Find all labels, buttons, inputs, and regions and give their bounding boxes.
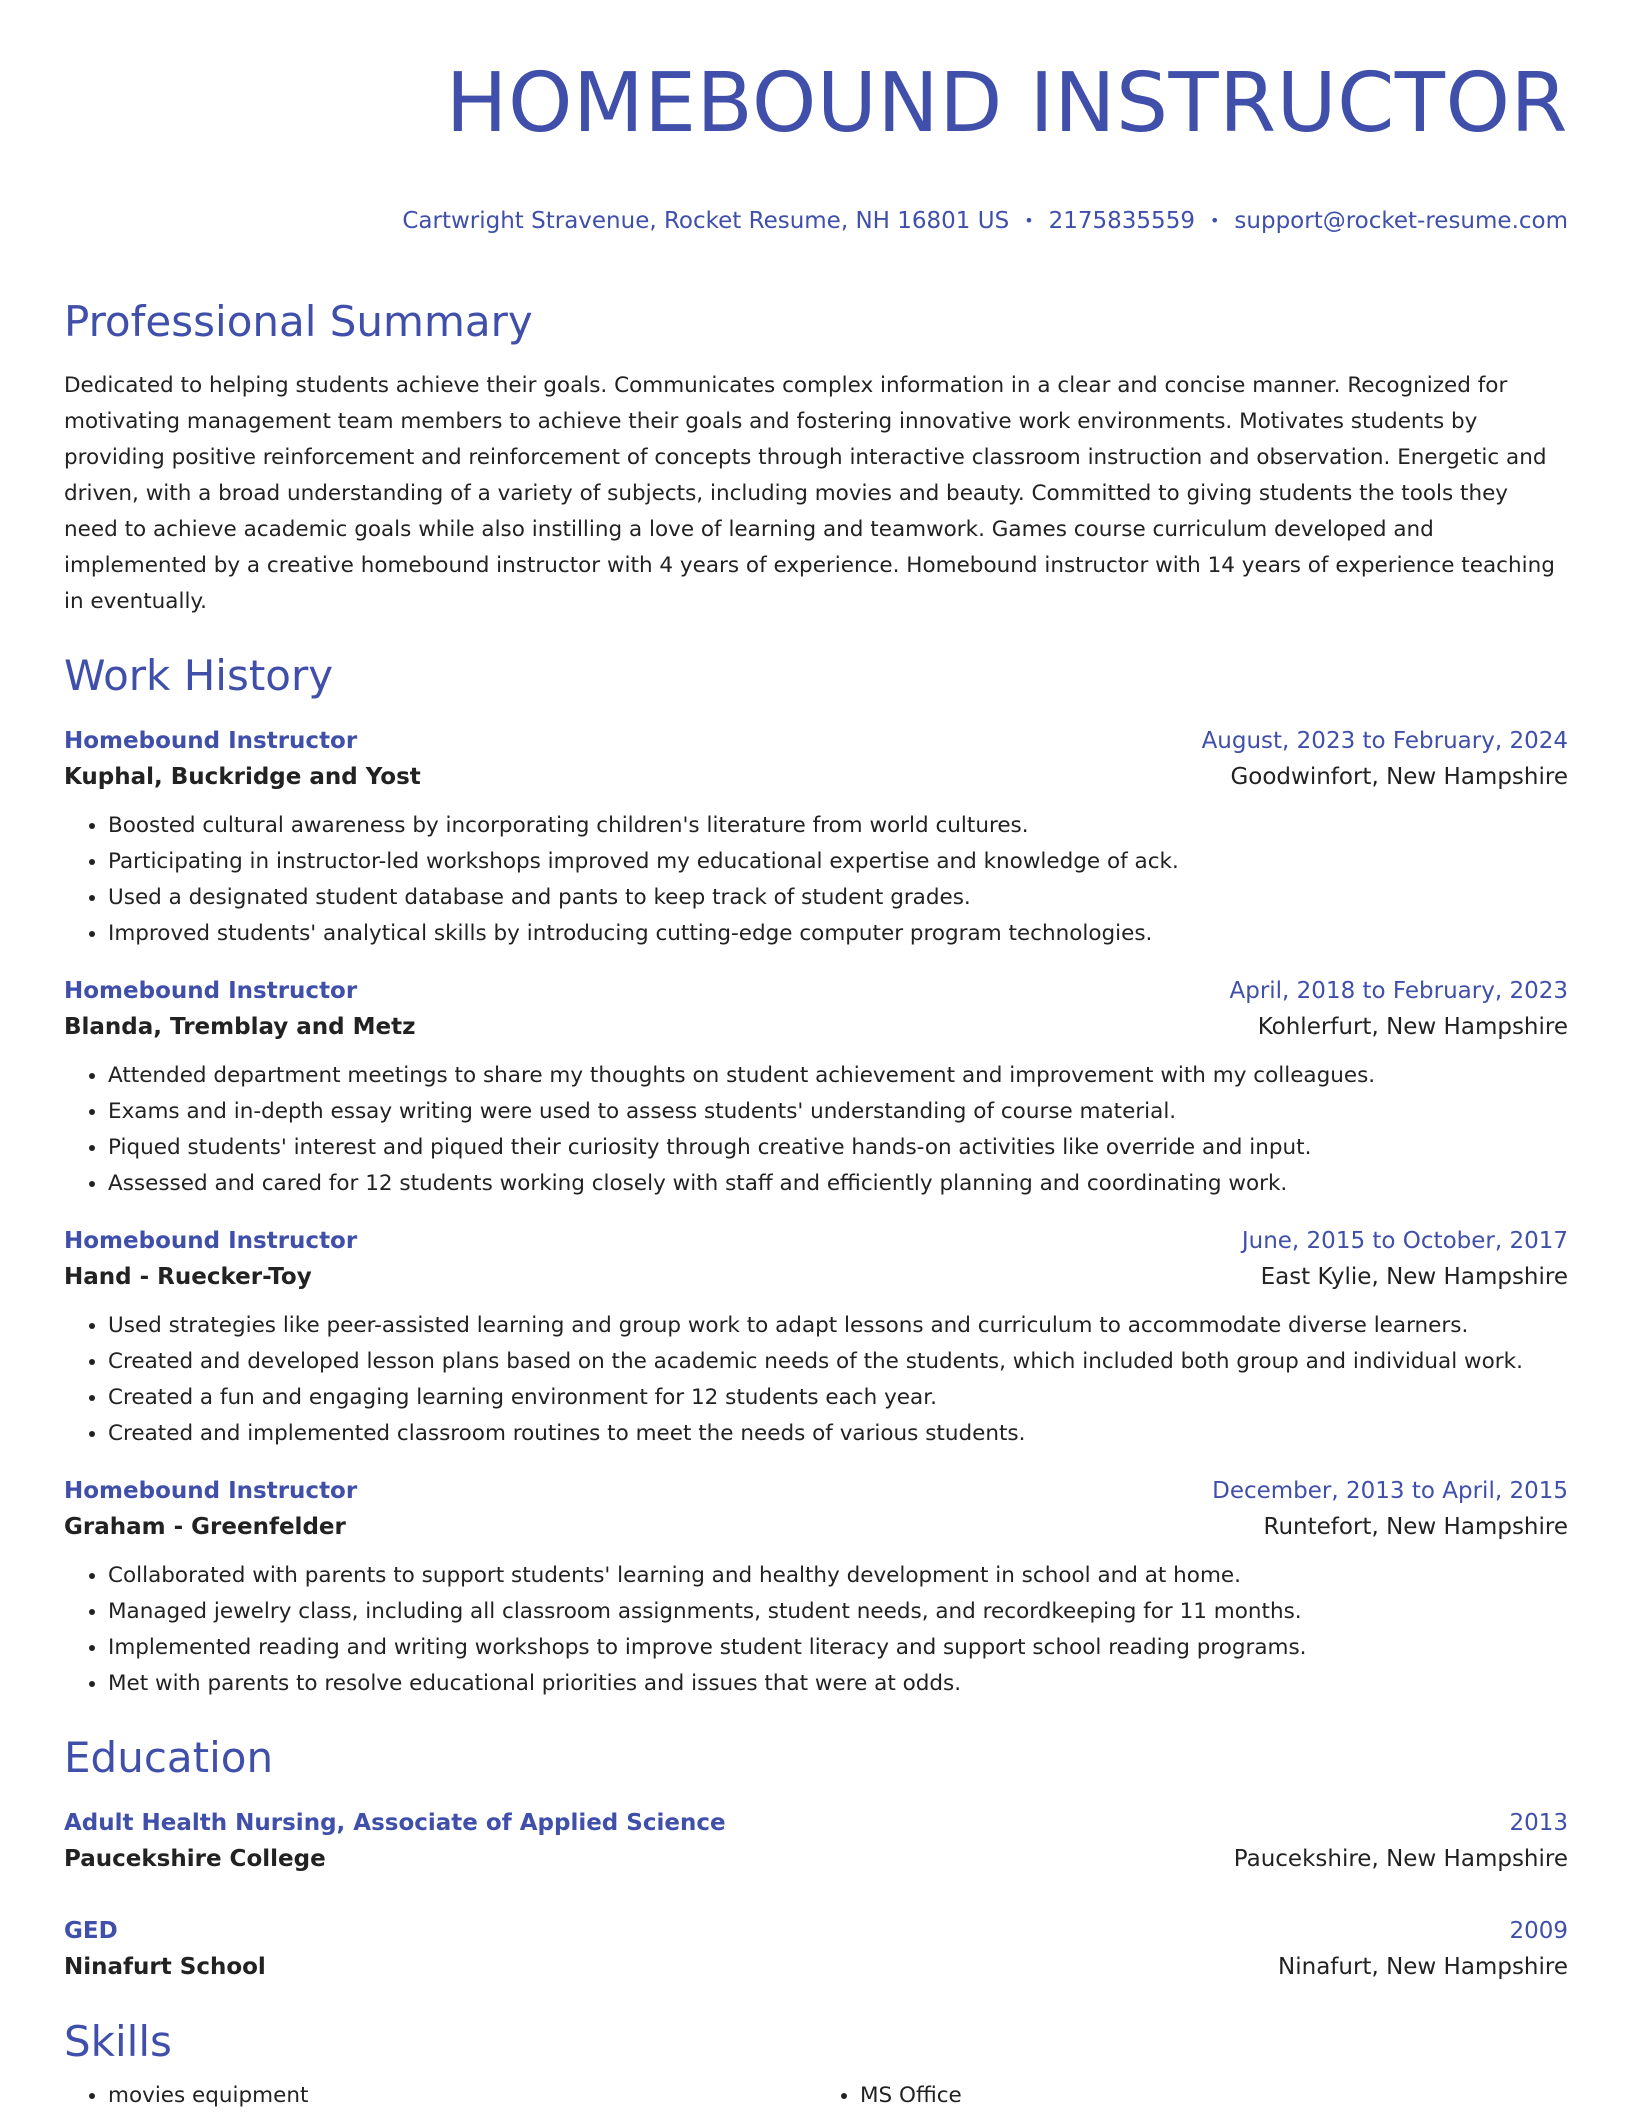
job-bullet-item: • Met with parents to resolve educational priorities and issues that were at odds.: [108, 1666, 1568, 1702]
job-bullet-item: • Assessed and cared for 12 students working closely with staff and efficiently planning and coordinating work.: [108, 1166, 1568, 1202]
job-title: Homebound Instructor: [64, 1478, 358, 1504]
education-school: Ninafurt School: [64, 1954, 266, 1980]
contact-separator: •: [1024, 211, 1034, 230]
education-entry: [64, 1914, 1568, 1986]
job-bullets: [64, 1558, 1568, 1702]
education-school: Paucekshire College: [64, 1846, 326, 1872]
job-location: Kohlerfurt, New Hampshire: [1257, 1014, 1568, 1040]
job-bullet-item: • Participating in instructor-led workshops improved my educational expertise and knowledge of ack.: [108, 844, 1568, 880]
education-location: Paucekshire, New Hampshire: [1233, 1846, 1568, 1872]
job-location: Runtefort, New Hampshire: [1263, 1514, 1568, 1540]
education-list: [64, 1806, 1568, 1986]
job-dates: April, 2018 to February, 2023: [1229, 978, 1568, 1004]
job-bullet-item: • Used a designated student database and pants to keep track of student grades.: [108, 880, 1568, 916]
job-bullets: [64, 1058, 1568, 1202]
job-company: Graham - Greenfelder: [64, 1514, 346, 1540]
job-bullet-item: • Exams and in-depth essay writing were used to assess students' understanding of course material.: [108, 1094, 1568, 1130]
job-bullet-item: • Improved students' analytical skills by introducing cutting-edge computer program technologies.: [108, 916, 1568, 952]
job-company-row: [64, 1258, 1568, 1296]
job-company-row: [64, 758, 1568, 796]
job-entry: [64, 724, 1568, 952]
job-bullets: [64, 808, 1568, 952]
job-bullet-item: • Created and developed lesson plans based on the academic needs of the students, which included both group and individual work.: [108, 1344, 1568, 1380]
job-title: Homebound Instructor: [64, 978, 358, 1004]
contact-email[interactable]: support@rocket-resume.com: [1234, 208, 1568, 234]
education-degree: Adult Health Nursing, Associate of Applied Science: [64, 1810, 726, 1836]
job-location: East Kylie, New Hampshire: [1260, 1264, 1568, 1290]
summary-text: Dedicated to helping students achieve their goals. Communicates complex information in a clear and concise manner. Recognized for motivating management team members to achieve their goals and fostering innovative work environments. Motivates students by providing positive reinforcement and reinforcement of concepts through interactive classroom instruction and observation. Energetic and driven, with a broad understanding of a variety of subjects, including movies and beauty. Committed to giving students the tools they need to achieve academic goals while also instilling a love of learning and teamwork. Games course curriculum developed and implemented by a creative homebound instructor with 4 years of experience. Homebound instructor with 14 years of experience teaching in eventually.: [64, 373, 1555, 614]
education-school-row: [64, 1948, 1568, 1986]
skills-column-left: [64, 2078, 816, 2114]
job-dates: June, 2015 to October, 2017: [1241, 1228, 1568, 1254]
skill-item: • MS Office: [860, 2078, 1568, 2114]
job-location: Goodwinfort, New Hampshire: [1230, 764, 1568, 790]
job-bullet-item: • Collaborated with parents to support students' learning and healthy development in school and at home.: [108, 1558, 1568, 1594]
job-company: Blanda, Tremblay and Metz: [64, 1014, 416, 1040]
candidate-name: HOMEBOUND INSTRUCTOR: [445, 56, 1568, 151]
job-entry: [64, 974, 1568, 1202]
section-title-education: Education: [64, 1733, 274, 1782]
education-degree: GED: [64, 1918, 118, 1944]
job-bullets: [64, 1308, 1568, 1452]
education-header-row: [64, 1806, 1568, 1840]
job-entry: [64, 1224, 1568, 1452]
job-title: Homebound Instructor: [64, 728, 358, 754]
contact-address: Cartwright Stravenue, Rocket Resume, NH 16801 US: [402, 208, 1010, 234]
job-title: Homebound Instructor: [64, 1228, 358, 1254]
education-location: Ninafurt, New Hampshire: [1278, 1954, 1568, 1980]
education-school-row: [64, 1840, 1568, 1878]
education-year: 2009: [1509, 1918, 1568, 1944]
work-history-list: [64, 724, 1568, 1702]
job-dates: December, 2013 to April, 2015: [1212, 1478, 1568, 1504]
skill-item: • movies equipment: [108, 2078, 816, 2114]
job-header-row: [64, 974, 1568, 1008]
contact-separator: •: [1209, 211, 1220, 230]
job-company: Kuphal, Buckridge and Yost: [64, 764, 421, 790]
skills-grid: [64, 2078, 1568, 2114]
job-bullet-item: • Created a fun and engaging learning environment for 12 students each year.: [108, 1380, 1568, 1416]
job-header-row: [64, 724, 1568, 758]
job-bullet-item: • Attended department meetings to share my thoughts on student achievement and improvement with my colleagues.: [108, 1058, 1568, 1094]
job-header-row: [64, 1474, 1568, 1508]
job-entry: [64, 1474, 1568, 1702]
job-company: Hand - Ruecker-Toy: [64, 1264, 312, 1290]
job-bullet-item: • Implemented reading and writing workshops to improve student literacy and support school reading programs.: [108, 1630, 1568, 1666]
education-header-row: [64, 1914, 1568, 1948]
job-bullet-item: • Boosted cultural awareness by incorporating children's literature from world cultures.: [108, 808, 1568, 844]
job-bullet-item: • Managed jewelry class, including all classroom assignments, student needs, and recordkeeping for 11 months.: [108, 1594, 1568, 1630]
job-bullet-item: • Piqued students' interest and piqued their curiosity through creative hands-on activities like override and input.: [108, 1130, 1568, 1166]
section-title-summary: Professional Summary: [64, 297, 533, 346]
skills-column-right: [816, 2078, 1568, 2114]
section-title-work-history: Work History: [64, 651, 334, 700]
job-company-row: [64, 1508, 1568, 1546]
section-title-skills: Skills: [64, 2017, 172, 2066]
job-company-row: [64, 1008, 1568, 1046]
job-bullet-item: • Used strategies like peer-assisted learning and group work to adapt lessons and curriculum to accommodate diverse learners.: [108, 1308, 1568, 1344]
job-dates: August, 2023 to February, 2024: [1201, 728, 1568, 754]
job-bullet-item: • Created and implemented classroom routines to meet the needs of various students.: [108, 1416, 1568, 1452]
education-entry: [64, 1806, 1568, 1878]
contact-phone: 2175835559: [1048, 208, 1195, 234]
education-year: 2013: [1509, 1810, 1568, 1836]
job-header-row: [64, 1224, 1568, 1258]
contact-line: [64, 206, 1568, 236]
